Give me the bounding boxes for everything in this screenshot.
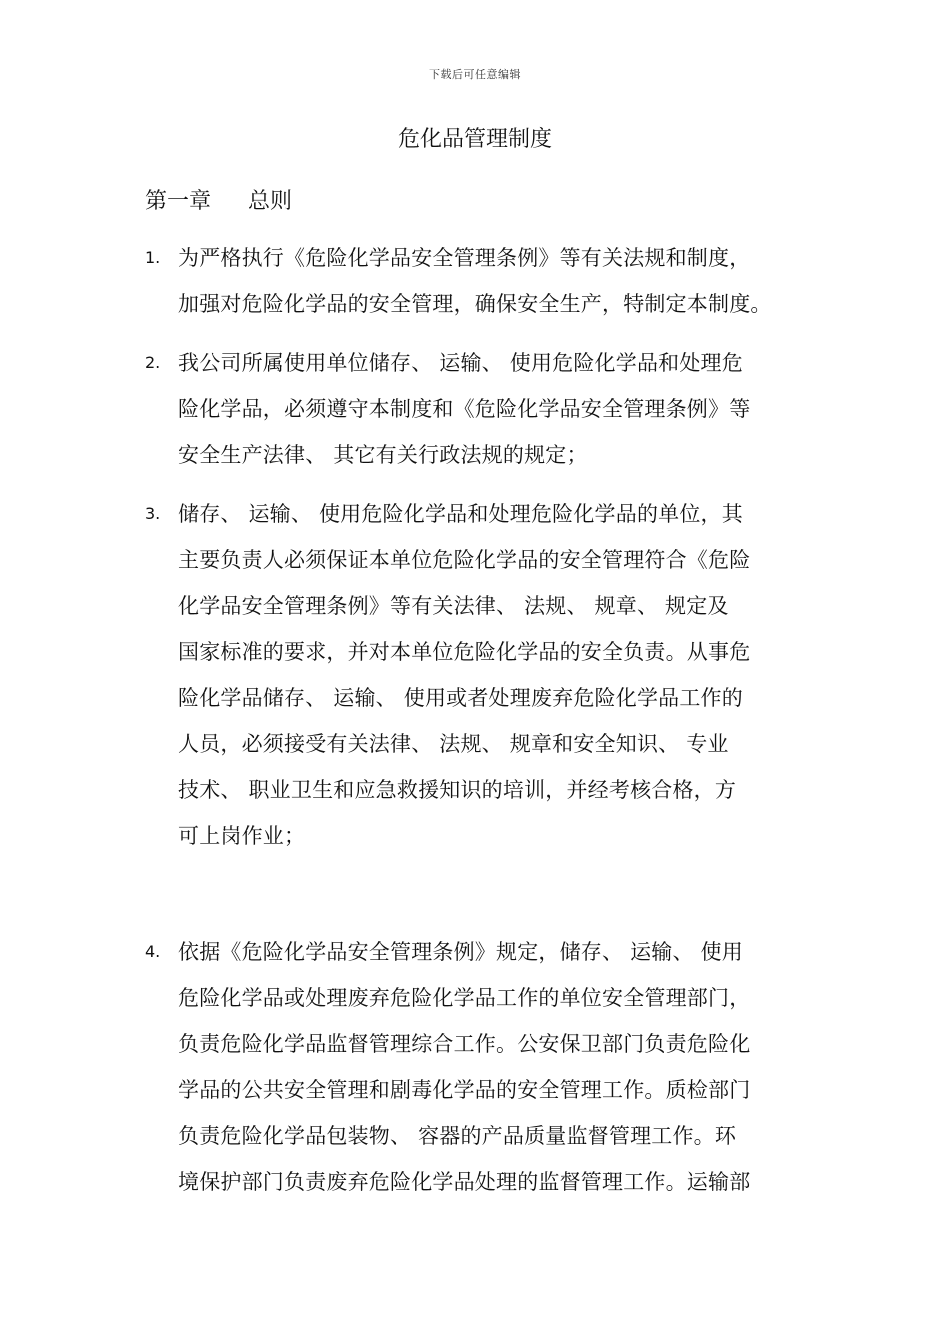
article-line: 负责危险化学品监督管理综合工作。公安保卫部门负责危险化 bbox=[178, 1032, 751, 1056]
article-number: 3. bbox=[145, 504, 161, 523]
article-text bbox=[178, 235, 838, 327]
article-line: 险化学品储存、 运输、 使用或者处理废弃危险化学品工作的 bbox=[178, 686, 743, 710]
article-line: 为严格执行《危险化学品安全管理条例》等有关法规和制度， bbox=[178, 246, 751, 270]
article-number: 4. bbox=[145, 942, 161, 961]
article-line: 负责危险化学品包装物、 容器的产品质量监督管理工作。环 bbox=[178, 1124, 737, 1148]
article-line: 人员，必须接受有关法律、 法规、 规章和安全知识、 专业 bbox=[178, 732, 729, 756]
article-line: 学品的公共安全管理和剧毒化学品的安全管理工作。质检部门 bbox=[178, 1078, 751, 1102]
document-title: 危化品管理制度 bbox=[397, 127, 552, 152]
article-line: 化学品安全管理条例》等有关法律、 法规、 规章、 规定及 bbox=[178, 594, 729, 618]
article-line: 加强对危险化学品的安全管理，确保安全生产，特制定本制度。 bbox=[178, 292, 772, 316]
article-line: 储存、 运输、 使用危险化学品和处理危险化学品的单位，其 bbox=[178, 502, 743, 526]
article-line: 我公司所属使用单位储存、 运输、 使用危险化学品和处理危 bbox=[178, 351, 743, 375]
chapter-heading bbox=[145, 184, 292, 215]
header-note: 下载后可任意编辑 bbox=[429, 68, 521, 81]
article-line: 主要负责人必须保证本单位危险化学品的安全管理符合《危险 bbox=[178, 548, 751, 572]
article-line: 国家标准的要求，并对本单位危险化学品的安全负责。从事危 bbox=[178, 640, 751, 664]
article-number: 1. bbox=[145, 248, 161, 267]
article-text bbox=[178, 340, 838, 478]
article-line: 技术、 职业卫生和应急救援知识的培训，并经考核合格，方 bbox=[178, 778, 737, 802]
chapter-name: 总则 bbox=[248, 189, 293, 214]
chapter-number: 第一章 bbox=[145, 189, 212, 214]
article-line: 危险化学品或处理废弃危险化学品工作的单位安全管理部门， bbox=[178, 986, 751, 1010]
article-line: 依据《危险化学品安全管理条例》规定，储存、 运输、 使用 bbox=[178, 940, 743, 964]
article-line: 安全生产法律、 其它有关行政法规的规定； bbox=[178, 443, 588, 467]
article-text bbox=[178, 491, 838, 859]
article-line: 境保护部门负责废弃危险化学品处理的监督管理工作。运输部 bbox=[178, 1170, 751, 1194]
article-text bbox=[178, 929, 838, 1205]
article-number: 2. bbox=[145, 353, 161, 372]
article-line: 可上岗作业； bbox=[178, 824, 306, 848]
article-line: 险化学品，必须遵守本制度和《危险化学品安全管理条例》等 bbox=[178, 397, 751, 421]
